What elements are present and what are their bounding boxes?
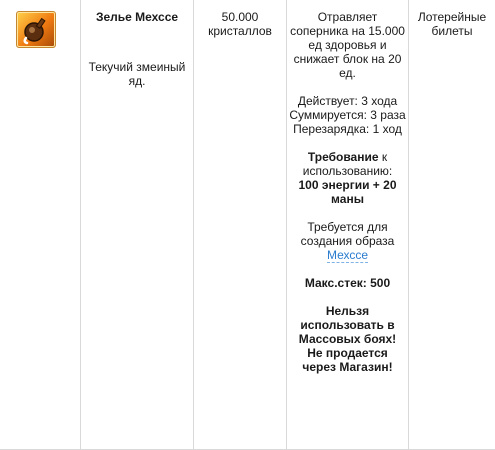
image-requirement-line: создания образа xyxy=(300,234,395,248)
max-stack: Макс.стек: 500 xyxy=(304,276,391,290)
item-source-line: Лотерейные xyxy=(417,10,487,24)
restriction-line: использовать в xyxy=(300,318,395,332)
requirement-line: использованию: xyxy=(302,164,393,178)
effect-line: снижает блок на 20 xyxy=(293,52,402,66)
restriction-line: Массовых боях! xyxy=(298,332,397,346)
effect-line: ед. xyxy=(339,66,356,80)
effect-line: Отравляет xyxy=(317,10,378,24)
item-price-amount: 50.000 xyxy=(221,10,259,24)
restriction-line: через Магазин! xyxy=(302,360,393,374)
restriction-line: Не продается xyxy=(307,346,388,360)
cooldown-stat: Перезарядка: 1 ход xyxy=(293,122,402,136)
image-link[interactable]: Мехссе xyxy=(326,248,369,262)
effect-line: ед здоровья и xyxy=(308,38,387,52)
duration-stat: Действует: 3 хода xyxy=(297,94,398,108)
image-requirement-line: Требуется для xyxy=(307,220,388,234)
restriction-line: Нельзя xyxy=(325,304,370,318)
column-divider xyxy=(408,0,409,450)
requirement-value: 100 энергии + 20 xyxy=(298,178,397,192)
item-name: Зелье Мехссе xyxy=(95,10,179,24)
potion-flask-icon[interactable] xyxy=(16,11,56,48)
item-type-line: яд. xyxy=(128,74,146,88)
column-divider xyxy=(193,0,194,450)
stack-stat: Суммируется: 3 раза xyxy=(289,108,406,122)
requirement-suffix: к xyxy=(378,150,388,164)
requirement-heading xyxy=(287,150,408,164)
requirement-value: маны xyxy=(331,192,364,206)
item-source-line: билеты xyxy=(431,24,473,38)
item-price-currency: кристаллов xyxy=(208,24,272,38)
effect-line: соперника на 15.000 xyxy=(290,24,405,38)
item-type-line: Текучий змеиный xyxy=(88,60,186,74)
requirement-label: Требование xyxy=(307,150,379,164)
